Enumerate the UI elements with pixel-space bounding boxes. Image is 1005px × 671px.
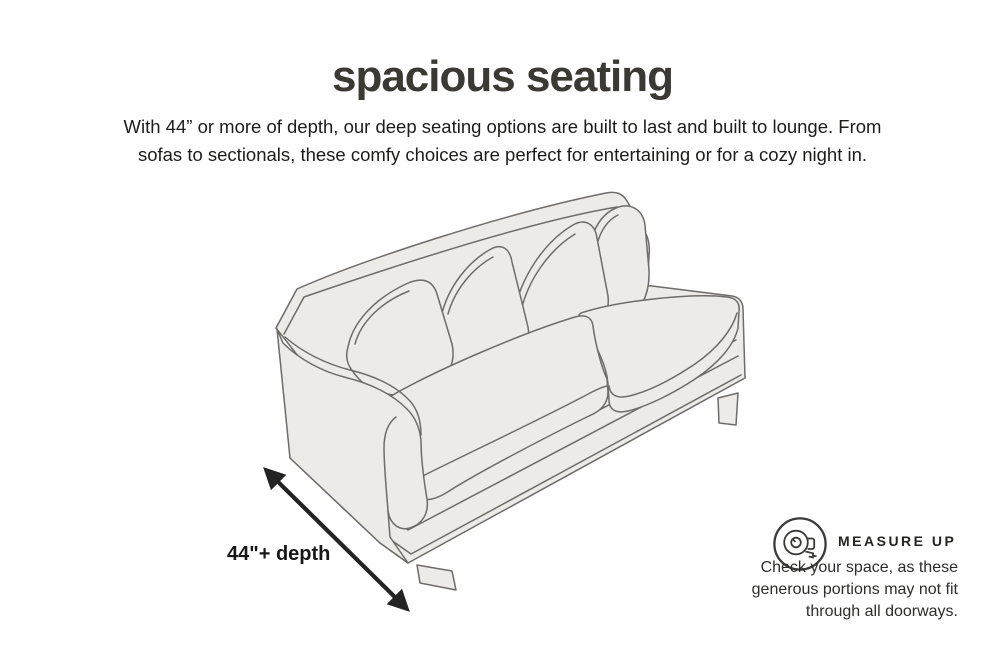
measure-up-caption-line-3: through all doorways. (805, 603, 958, 620)
measure-up-caption-line-2: generous portions may not fit (751, 581, 958, 598)
sofa-foot-right (718, 393, 738, 425)
measure-up-caption (752, 557, 958, 623)
page-title: spacious seating (331, 52, 673, 101)
intro-line-1: With 44” or more of depth, our deep seating options are built to last and built to lounge. From (123, 116, 882, 137)
measure-up-caption-line-1: Check your space, as these (760, 559, 958, 576)
measure-up-title: MEASURE UP (838, 533, 957, 549)
intro-line-2: sofas to sectionals, these comfy choices are perfect for entertaining or for a cozy night in. (137, 144, 868, 165)
depth-dimension-label: 44"+ depth (227, 543, 331, 565)
sofa-illustration (276, 192, 745, 590)
sofa-foot-front (417, 565, 456, 590)
